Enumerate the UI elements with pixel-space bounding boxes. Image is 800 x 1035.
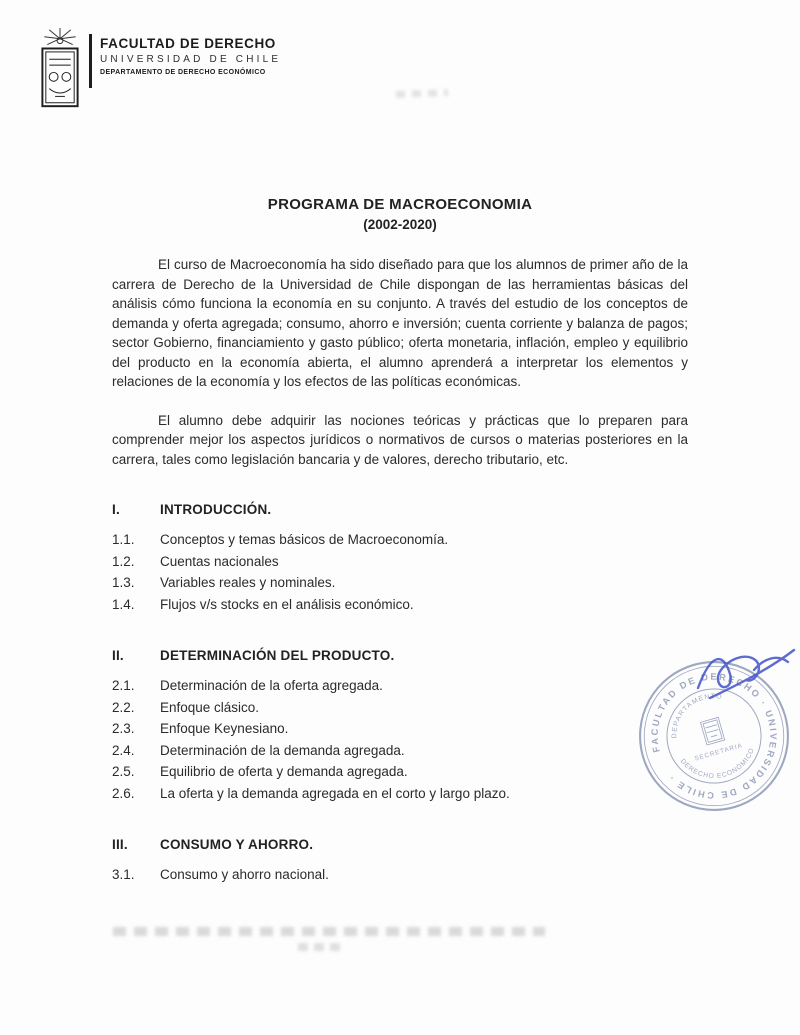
item-text: Equilibrio de oferta y demanda agregada.	[160, 764, 408, 779]
letterhead-text	[100, 26, 281, 76]
scan-artifact	[396, 89, 448, 98]
list-item	[112, 783, 688, 805]
section-heading-label: DETERMINACIÓN DEL PRODUCTO.	[160, 648, 395, 663]
item-text: Enfoque Keynesiano.	[160, 721, 289, 736]
item-number: 2.6.	[112, 785, 135, 801]
stamp-shield-icon	[700, 717, 724, 745]
item-number: 3.1.	[112, 867, 135, 882]
faded-footer-text	[298, 943, 342, 951]
list-item	[112, 529, 688, 551]
list-item	[112, 718, 688, 740]
item-number: 2.3.	[112, 721, 135, 736]
section-heading	[112, 502, 688, 517]
document-subtitle: (2002-2020)	[363, 217, 437, 232]
item-text: Enfoque clásico.	[160, 699, 260, 715]
list-item	[112, 594, 688, 616]
faded-footer-text	[113, 927, 545, 936]
item-number: 2.4.	[112, 742, 135, 758]
section-determinacion-producto	[112, 648, 688, 804]
section-consumo-ahorro	[112, 837, 688, 886]
list-item	[112, 572, 688, 594]
item-text: La oferta y la demanda agregada en el corto y largo plazo.	[160, 785, 510, 801]
list-item	[112, 864, 688, 886]
item-text: Determinación de la demanda agregada.	[160, 742, 405, 758]
section-introduccion	[112, 502, 688, 615]
item-number: 1.4.	[112, 596, 135, 612]
stamp-inner-top-text: DEPARTAMENTO	[671, 693, 724, 739]
letterhead-department: DEPARTAMENTO DE DERECHO ECONÓMICO	[100, 69, 266, 76]
item-number: 2.5.	[112, 764, 135, 779]
list-item	[112, 761, 688, 783]
university-crest-icon	[35, 26, 85, 114]
signature-scribble	[690, 640, 800, 710]
section-heading-label: INTRODUCCIÓN.	[160, 502, 272, 517]
item-text: Flujos v/s stocks en el análisis económico.	[160, 596, 414, 612]
list-item	[112, 551, 688, 573]
document-title: PROGRAMA DE MACROECONOMIA	[267, 196, 533, 213]
item-number: 2.2.	[112, 699, 135, 715]
document-body	[112, 196, 688, 886]
stamp-inner-bottom-text: DERECHO ECONÓMICO	[678, 746, 757, 781]
item-text: Consumo y ahorro nacional.	[160, 867, 329, 882]
item-number: 2.1.	[112, 678, 135, 693]
letterhead-university: UNIVERSIDAD DE CHILE	[100, 54, 282, 65]
list-item	[112, 675, 688, 697]
stamp-ring-text: FACULTAD DE DERECHO · UNIVERSIDAD DE CHILE ·	[649, 671, 779, 801]
section-heading-label: CONSUMO Y AHORRO.	[160, 837, 314, 852]
item-text: Conceptos y temas básicos de Macroeconomía.	[160, 532, 449, 547]
section-numeral: III.	[112, 837, 128, 852]
section-numeral: I.	[112, 502, 120, 517]
list-item	[112, 697, 688, 719]
stamp-secretaria-text: SECRETARIA	[693, 742, 744, 763]
item-text: Determinación de la oferta agregada.	[160, 678, 383, 693]
section-heading	[112, 648, 688, 663]
intro-paragraph-2: El alumno debe adquirir las nociones teóricas y prácticas que lo preparen para comprender mejor los aspectos jurídicos o normativos de cursos o materias posteriores en la carrera, tales como legislación bancaria y de valores, derecho tributario, etc.	[112, 412, 688, 467]
letterhead-divider	[89, 34, 92, 88]
letterhead-faculty: FACULTAD DE DERECHO	[100, 36, 276, 51]
list-item	[112, 740, 688, 762]
title-block	[112, 196, 688, 232]
section-heading	[112, 837, 688, 852]
item-number: 1.3.	[112, 575, 135, 590]
section-numeral: II.	[112, 648, 124, 663]
item-text: Variables reales y nominales.	[160, 575, 336, 590]
item-number: 1.2.	[112, 553, 135, 569]
intro-paragraph-1: El curso de Macroeconomía ha sido diseñado para que los alumnos de primer año de la carrera de Derecho de la Universidad de Chile dispongan de las herramientas básicas del análisis cómo funciona la economía en su conjunto. A través del estudio de los conceptos de demanda y oferta agregada; consumo, ahorro e inversión; cuenta corriente y balanza de pagos; sector Gobierno, financiamiento y gasto público; oferta monetaria, inflación, empleo y equilibrio del producto en la economía abierta, el alumno aprenderá a interpretar los elementos y relaciones de la economía y los efectos de las políticas económicas.	[112, 257, 688, 389]
item-text: Cuentas nacionales	[160, 553, 279, 569]
item-number: 1.1.	[112, 532, 135, 547]
letterhead	[35, 26, 281, 114]
